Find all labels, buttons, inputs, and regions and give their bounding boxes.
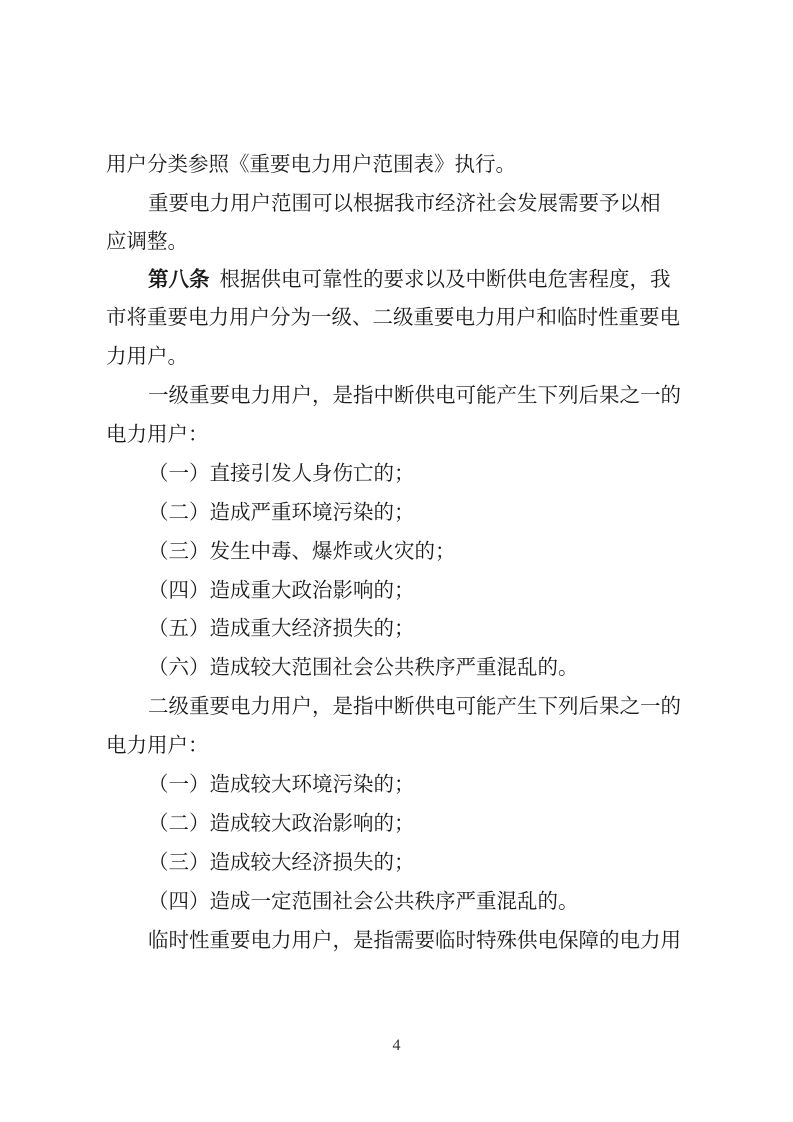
list-item: （二）造成严重环境污染的； [148,500,415,524]
paragraph-line: 市将重要电力用户分为一级、二级重要电力用户和临时性重要电 [106,305,680,329]
paragraph-line: 力用户。 [106,344,188,368]
list-item: （五）造成重大经济损失的； [148,616,415,640]
list-item: （三）发生中毒、爆炸或火灾的； [148,539,456,563]
paragraph-line: 用户分类参照《重要电力用户范围表》执行。 [106,152,516,176]
paragraph-line: 临时性重要电力用户，是指需要临时特殊供电保障的电力用 [148,928,681,952]
paragraph-line: 应调整。 [106,229,188,253]
article-line [148,265,671,293]
paragraph-line: 重要电力用户范围可以根据我市经济社会发展需要予以相 [148,191,661,215]
list-item: （六）造成较大范围社会公共秩序严重混乱的。 [148,655,579,679]
paragraph-line: 一级重要电力用户，是指中断供电可能产生下列后果之一的 [148,383,681,407]
paragraph-line: 电力用户： [106,733,209,757]
paragraph-line: 二级重要电力用户，是指中断供电可能产生下列后果之一的 [148,694,681,718]
article-text: 根据供电可靠性的要求以及中断供电危害程度，我 [219,267,671,291]
article-heading: 第八条 [148,267,210,291]
page-number: 4 [392,1037,401,1054]
list-item: （四）造成重大政治影响的； [148,578,415,602]
list-item: （三）造成较大经济损失的； [148,850,415,874]
list-item: （四）造成一定范围社会公共秩序严重混乱的。 [148,889,579,913]
paragraph-line: 电力用户： [106,422,209,446]
list-item: （一）直接引发人身伤亡的； [148,461,415,485]
list-item: （二）造成较大政治影响的； [148,811,415,835]
list-item: （一）造成较大环境污染的； [148,772,415,796]
